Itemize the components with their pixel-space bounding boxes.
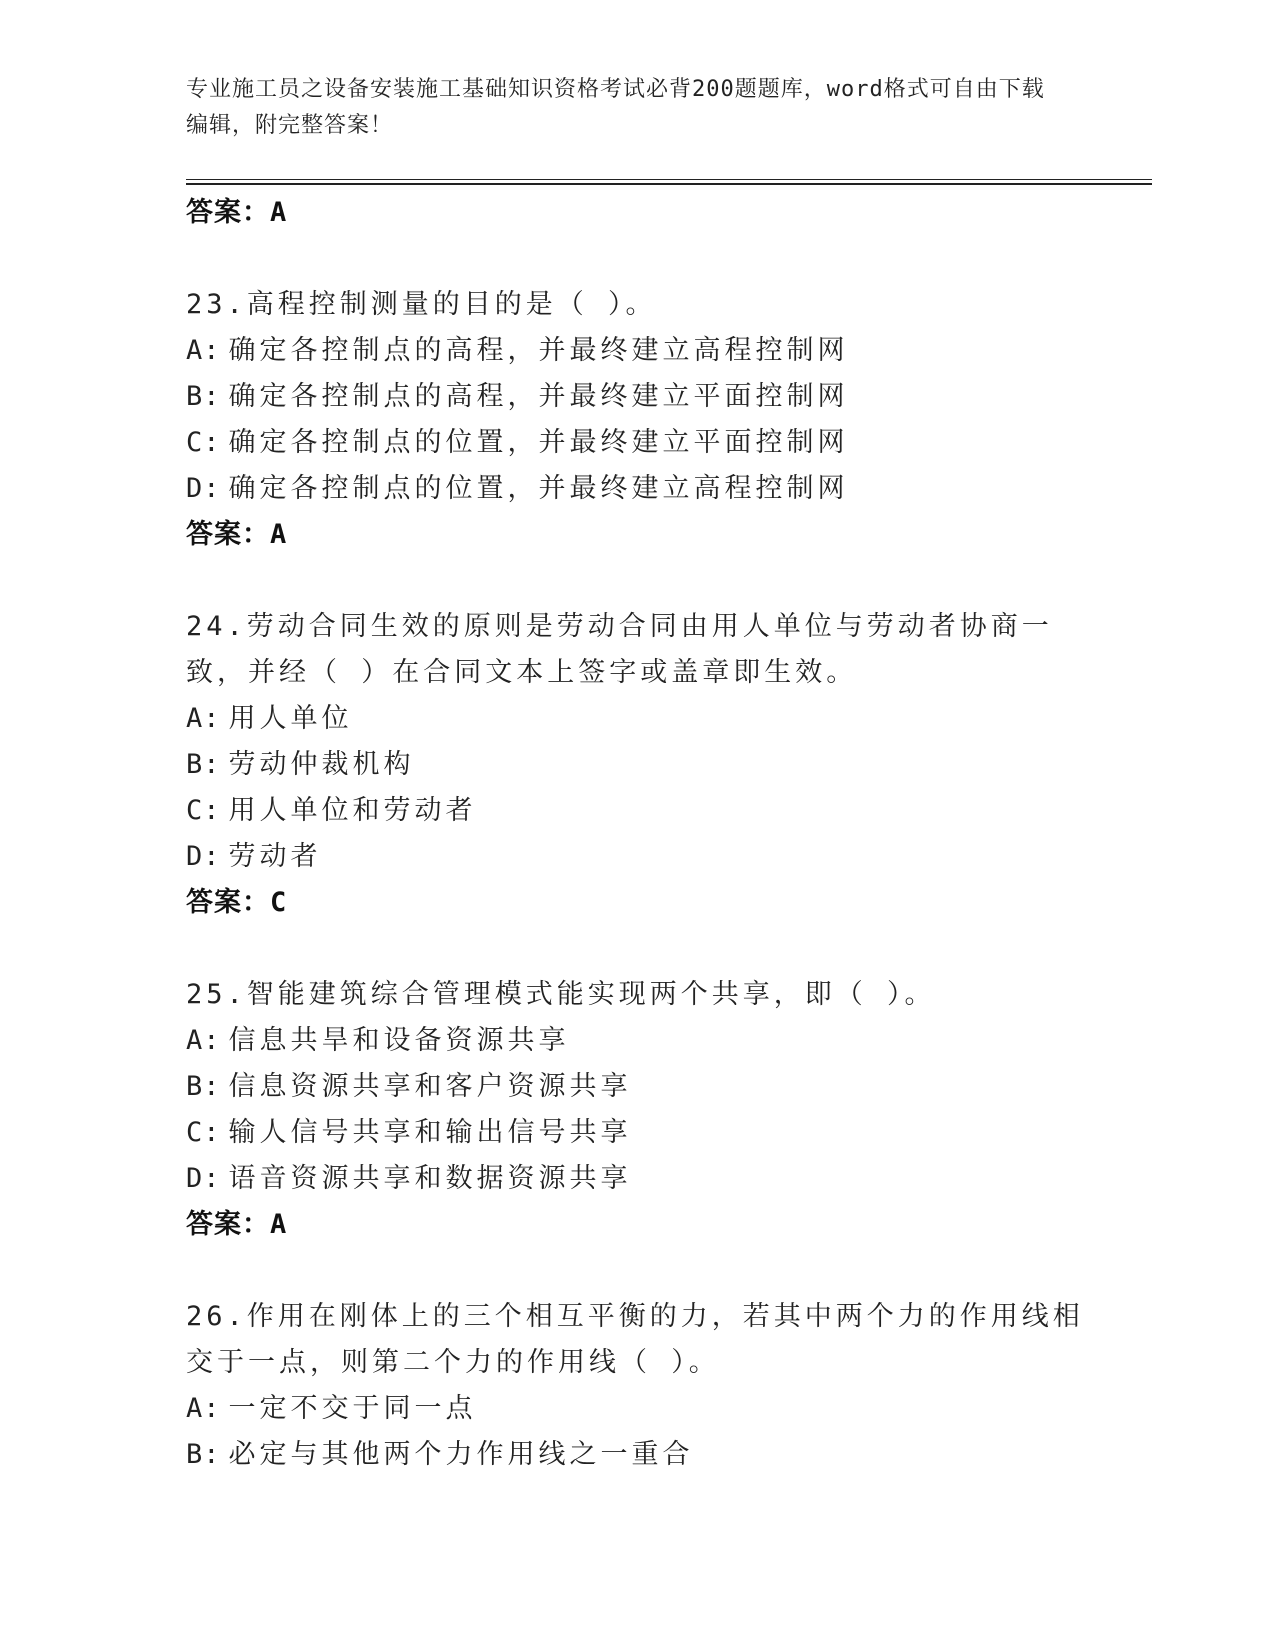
header-rule-thin xyxy=(186,179,1152,180)
option-text: 语音资源共享和数据资源共享 xyxy=(228,1163,632,1194)
option-text: 一定不交于同一点 xyxy=(228,1393,477,1424)
option-key: A: xyxy=(186,335,221,366)
option-c xyxy=(186,420,1086,466)
option-text: 输人信号共享和输出信号共享 xyxy=(228,1117,632,1148)
question-23 xyxy=(186,282,1086,558)
option-key: A: xyxy=(186,1025,221,1056)
option-key: C: xyxy=(186,427,221,458)
answer: 答案：A xyxy=(186,519,288,550)
option-key: B: xyxy=(186,1071,221,1102)
option-text: 劳动仲裁机构 xyxy=(228,749,415,780)
document-body xyxy=(186,186,1086,1478)
option-key: D: xyxy=(186,473,221,504)
option-a xyxy=(186,1386,1086,1432)
option-d xyxy=(186,466,1086,512)
option-b xyxy=(186,374,1086,420)
answer: 答案：C xyxy=(186,887,288,918)
option-text: 用人单位 xyxy=(228,703,353,734)
option-key: D: xyxy=(186,1163,221,1194)
option-c xyxy=(186,1110,1086,1156)
question-25 xyxy=(186,972,1086,1248)
page-header: 专业施工员之设备安装施工基础知识资格考试必背200题题库，word格式可自由下载编辑，附完整答案！ xyxy=(186,77,1045,138)
option-text: 确定各控制点的位置，并最终建立平面控制网 xyxy=(228,427,849,458)
option-b xyxy=(186,742,1086,788)
option-text: 确定各控制点的高程，并最终建立平面控制网 xyxy=(228,381,849,412)
option-key: A: xyxy=(186,1393,221,1424)
option-key: A: xyxy=(186,703,221,734)
question-stem: 23.高程控制测量的目的是（ ）。 xyxy=(186,289,657,320)
question-stem: 24.劳动合同生效的原则是劳动合同由用人单位与劳动者协商一致，并经（ ）在合同文本上签字或盖章即生效。 xyxy=(186,611,1053,688)
option-a xyxy=(186,1018,1086,1064)
question-stem: 25.智能建筑综合管理模式能实现两个共享，即（ ）。 xyxy=(186,979,936,1010)
option-text: 信息资源共享和客户资源共享 xyxy=(228,1071,632,1102)
question-26 xyxy=(186,1294,1086,1478)
option-key: B: xyxy=(186,1439,221,1470)
header-rule-thick xyxy=(186,183,1152,185)
option-a xyxy=(186,696,1086,742)
option-text: 必定与其他两个力作用线之一重合 xyxy=(228,1439,694,1470)
option-b xyxy=(186,1064,1086,1110)
option-d xyxy=(186,834,1086,880)
option-text: 信息共旱和设备资源共享 xyxy=(228,1025,570,1056)
option-text: 确定各控制点的高程，并最终建立高程控制网 xyxy=(228,335,849,366)
option-text: 用人单位和劳动者 xyxy=(228,795,477,826)
answer: 答案：A xyxy=(186,1209,288,1240)
option-c xyxy=(186,788,1086,834)
previous-answer: 答案：A xyxy=(186,197,288,228)
option-d xyxy=(186,1156,1086,1202)
option-text: 确定各控制点的位置，并最终建立高程控制网 xyxy=(228,473,849,504)
option-a xyxy=(186,328,1086,374)
option-text: 劳动者 xyxy=(228,841,322,872)
option-key: B: xyxy=(186,749,221,780)
option-key: C: xyxy=(186,1117,221,1148)
option-key: D: xyxy=(186,841,221,872)
option-key: B: xyxy=(186,381,221,412)
option-b xyxy=(186,1432,1086,1478)
question-24 xyxy=(186,604,1086,926)
question-stem: 26.作用在刚体上的三个相互平衡的力，若其中两个力的作用线相交于一点，则第二个力的作用线（ ）。 xyxy=(186,1301,1084,1378)
option-key: C: xyxy=(186,795,221,826)
